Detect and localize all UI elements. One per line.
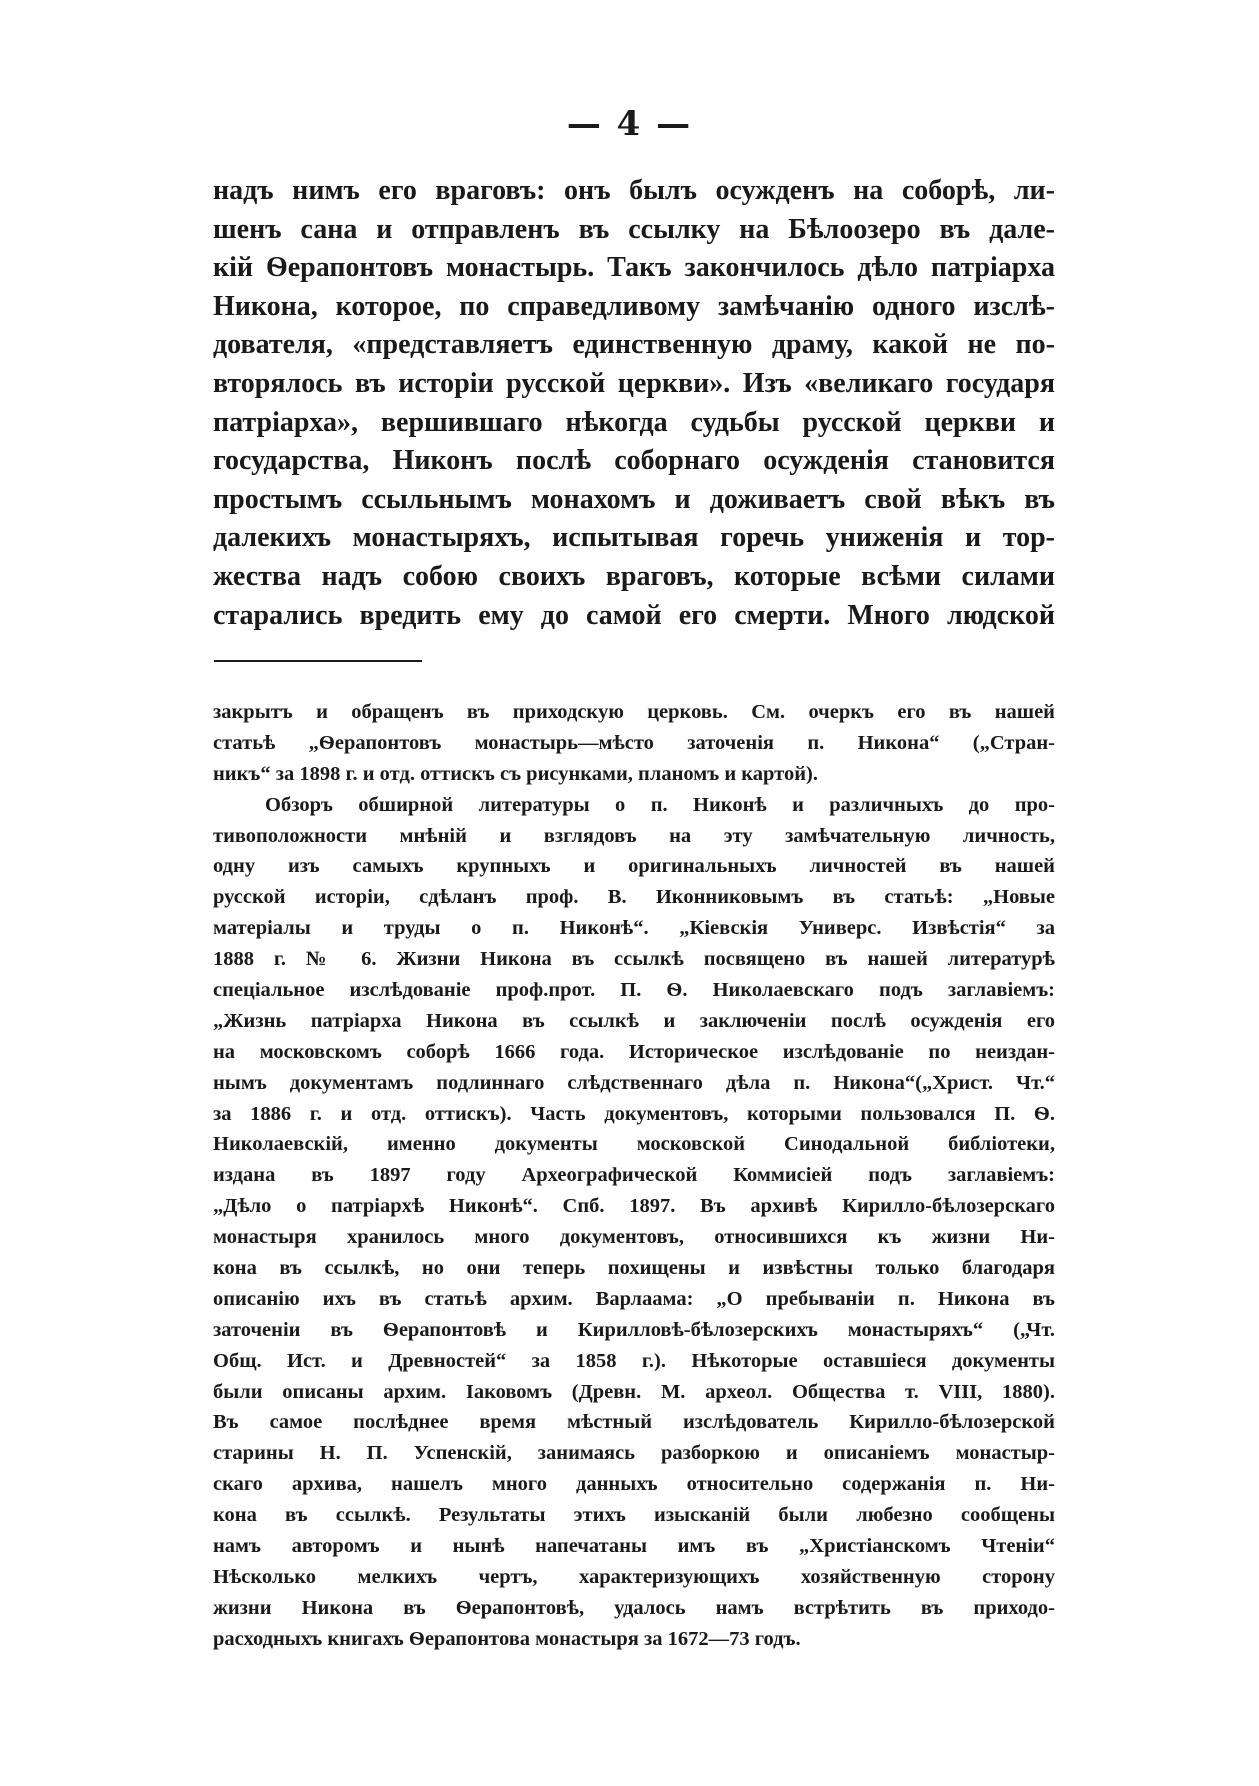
footnote-line: Нѣсколько мелкихъ чертъ, характеризующихъ хозяйственную сторону [213, 1565, 1055, 1588]
footnote-line: Николаевскій, именно документы московской Синодальной библіотеки, [213, 1133, 1055, 1156]
footnote-line: издана въ 1897 году Археографической Коммисіей подъ заглавіемъ: [213, 1164, 1055, 1187]
main-text-line: патріарха», вершившаго нѣкогда судьбы русской церкви и [213, 406, 1055, 438]
footnote-line: жизни Никона въ Ѳерапонтовѣ, удалось намъ встрѣтить въ приходо- [213, 1596, 1055, 1619]
page-number: — 4 — [566, 104, 693, 144]
footnote-line: скаго архива, нашелъ много данныхъ относительно содержанія п. Ни- [213, 1473, 1055, 1496]
footnote-line: „Дѣло о патріархѣ Никонѣ“. Спб. 1897. Въ архивѣ Кирилло-бѣлозерскаго [213, 1195, 1055, 1218]
footnote-line: расходныхъ книгахъ Ѳерапонтова монастыря за 1672—73 годъ. [213, 1627, 801, 1650]
main-text-line: шенъ сана и отправленъ въ ссылку на Бѣлоозеро въ дале- [213, 213, 1055, 245]
footnote-line: за 1886 г. и отд. оттискъ). Часть документовъ, которыми пользовался П. Ѳ. [213, 1102, 1055, 1125]
footnote-line: матеріалы и труды о п. Никонѣ“. „Кіевскія Универс. Извѣстія“ за [213, 917, 1055, 940]
main-text-line: надъ нимъ его враговъ: онъ былъ осужденъ на соборѣ, ли- [213, 175, 1055, 206]
footnote-line: тивоположности мнѣній и взглядовъ на эту замѣчательную личность, [213, 824, 1055, 847]
main-text-line: кій Ѳерапонтовъ монастырь. Такъ закончилось дѣло патріарха [213, 252, 1055, 284]
footnote-line: русской исторіи, сдѣланъ проф. В. Иконниковымъ въ статьѣ: „Новые [213, 886, 1055, 909]
main-text-line: далекихъ монастыряхъ, испытывая горечь униженія и тор- [213, 522, 1055, 554]
footnote-line: заточеніи въ Ѳерапонтовѣ и Кирилловѣ-бѣлозерскихъ монастыряхъ“ („Чт. [213, 1318, 1055, 1341]
footnote-line: статьѣ „Ѳерапонтовъ монастырь—мѣсто заточенія п. Никона“ („Стран- [213, 731, 1055, 754]
footnote-line: закрытъ и обращенъ въ приходскую церковь. См. очеркъ его въ нашей [213, 701, 1055, 723]
footnote-line: были описаны архим. Іаковомъ (Древн. М. археол. Общества т. VIII, 1880). [213, 1380, 1055, 1403]
footnote-line: намъ авторомъ и нынѣ напечатаны имъ въ „Христіанскомъ Чтеніи“ [213, 1535, 1055, 1558]
footnote-line: Въ самое послѣднее время мѣстный изслѣдователь Кирилло-бѣлозерской [213, 1411, 1055, 1434]
footnote-line: монастыря хранилось много документовъ, относившихся къ жизни Ни- [213, 1226, 1055, 1249]
main-text-line: государства, Никонъ послѣ соборнаго осужденія становится [213, 445, 1055, 477]
main-text-line: Никона, которое, по справедливому замѣчанію одного изслѣ- [213, 290, 1055, 322]
footnote-line: кона въ ссылкѣ. Результаты этихъ изысканій были любезно сообщены [213, 1504, 1055, 1527]
footnote-line: Обзоръ обширной литературы о п. Никонѣ и различныхъ до про- [265, 793, 1055, 816]
main-text [213, 172, 1055, 635]
footnote-line: „Жизнь патріарха Никона въ ссылкѣ и заключеніи послѣ осужденія его [213, 1009, 1055, 1032]
footnote-line: спеціальное изслѣдованіе проф.прот. П. Ѳ. Николаевскаго подъ заглавіемъ: [213, 979, 1055, 1002]
main-text-line: жества надъ собою своихъ враговъ, которые всѣми силами [213, 560, 1055, 592]
footnote-line: никъ“ за 1898 г. и отд. оттискъ съ рисунками, планомъ и картой). [213, 762, 818, 785]
footnote-line: одну изъ самыхъ крупныхъ и оригинальныхъ личностей въ нашей [213, 855, 1055, 878]
footnote-line: кона въ ссылкѣ, но они теперь похищены и извѣстны только благодаря [213, 1257, 1055, 1280]
footnote-line: нымъ документамъ подлиннаго слѣдственнаго дѣла п. Никона“(„Христ. Чт.“ [213, 1071, 1055, 1094]
footnote-line: 1888 г. № 6. Жизни Никона въ ссылкѣ посвящено въ нашей литературѣ [213, 948, 1055, 971]
footnote-line: Общ. Ист. и Древностей“ за 1858 г.). Нѣкоторые оставшіеся документы [213, 1349, 1055, 1372]
footnote-line: старины Н. П. Успенскій, занимаясь разборкою и описаніемъ монастыр- [213, 1442, 1055, 1465]
footnote-line: описанію ихъ въ статьѣ архим. Варлаама: „О пребываніи п. Никона въ [213, 1287, 1055, 1310]
main-text-line: дователя, «представляетъ единственную драму, какой не по- [213, 329, 1055, 361]
footnote-separator [214, 660, 422, 662]
main-text-line: простымъ ссыльнымъ монахомъ и доживаетъ свой вѣкъ въ [213, 483, 1055, 515]
footnote-line: на московскомъ соборѣ 1666 года. Историческое изслѣдованіе по неиздан- [213, 1040, 1055, 1063]
footnote [213, 697, 1055, 1655]
main-text-line: вторялось въ исторіи русской церкви». Изъ «великаго государя [213, 367, 1055, 399]
main-text-line: старались вредить ему до самой его смерти. Много людской [213, 599, 1055, 631]
